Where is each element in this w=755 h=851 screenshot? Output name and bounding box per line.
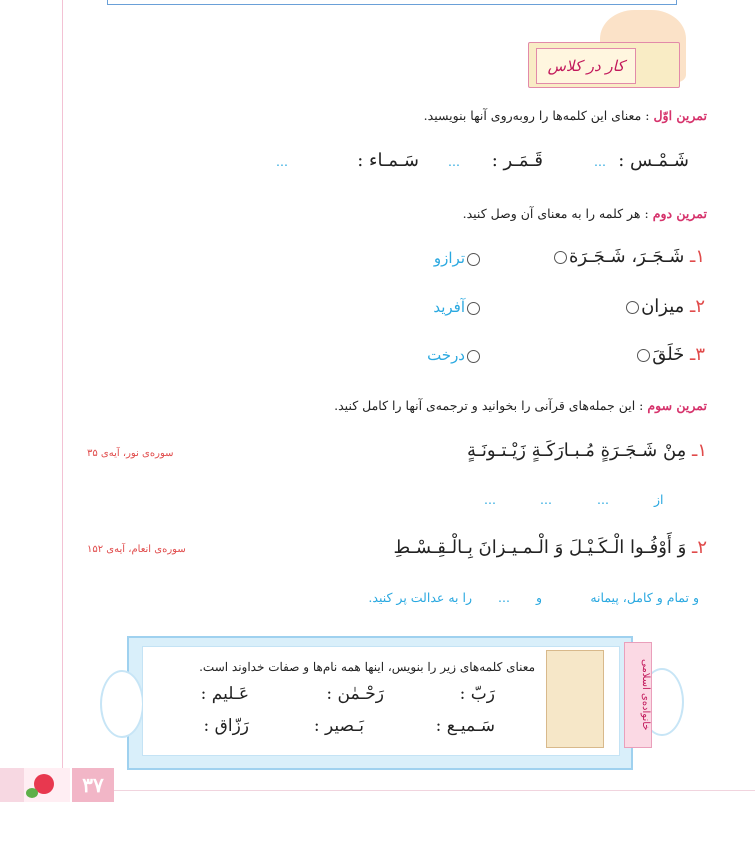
- verse-2-reference: سوره‌ی انعام، آیه‌ی ۱۵۲: [87, 544, 186, 555]
- verse-2-translation-4: را به عدالت پر کنید.: [368, 590, 472, 605]
- verse-1-number: ۱ـ: [692, 440, 707, 461]
- exercise-1-blank-1: ...: [594, 154, 606, 169]
- exercise-2-header: [463, 206, 707, 221]
- verse-2-translation-2: و: [536, 590, 543, 605]
- footer-strip: [0, 768, 24, 802]
- verse-1-translation-2: ...: [597, 492, 609, 507]
- exercise-2-row-1: [552, 246, 705, 267]
- match-circle-left-3[interactable]: [637, 349, 650, 362]
- exercise-2-row-3: [635, 344, 705, 365]
- exercise-2-row-2: [624, 296, 705, 317]
- exercise-1-header: [424, 108, 707, 123]
- page-margin-line: [62, 0, 63, 790]
- match-circle-right-3[interactable]: [467, 350, 480, 363]
- exercise-1-word-samaa: سَـمـاء :: [357, 150, 419, 171]
- verse-2: [394, 537, 707, 558]
- children-reading-illustration: [546, 650, 604, 748]
- exercise-2-option-3: [427, 346, 482, 364]
- option-2-label: آفرید: [433, 298, 465, 316]
- word-alim: عَـلیم :: [200, 684, 249, 704]
- top-frame: [107, 0, 677, 5]
- exercise-3-header: [334, 398, 707, 413]
- class-work-label: کار در کلاس: [536, 48, 636, 84]
- row-3-word: خَلَقَ: [652, 344, 685, 365]
- exercise-2-title: تمرین دوم: [652, 206, 707, 221]
- verse-2-text: وَ أَوْفُـوا الْـكَـیْـلَ وَ الْـمـیـزانَ بِـالْـقِـسْـطِ: [393, 537, 687, 558]
- word-rahman: رَحْـمٰن :: [326, 684, 384, 704]
- footer-line: [110, 790, 755, 791]
- word-basir: بَـصیر :: [313, 716, 364, 736]
- match-circle-right-2[interactable]: [467, 302, 480, 315]
- exercise-1-blank-2: ...: [448, 154, 460, 169]
- verse-2-number: ۲ـ: [692, 537, 707, 558]
- exercise-1-instruction: : معنای این کلمه‌ها را روبه‌روی آنها بنویسید.: [423, 108, 650, 123]
- exercise-2-option-1: [434, 249, 482, 267]
- page-number: ۳۷: [72, 768, 114, 802]
- exercise-2-option-2: [433, 298, 482, 316]
- exercise-2-instruction: : هر کلمه را به معنای آن وصل کنید.: [462, 206, 649, 221]
- family-box-instruction: معنای کلمه‌های زیر را بنویس، اینها همه نام‌ها و صفات خداوند است.: [199, 660, 535, 674]
- verse-2-translation-1: و تمام و کامل، پیمانه: [590, 590, 699, 605]
- row-1-number: ۱ـ: [690, 246, 705, 267]
- exercise-1-word-shams: شَـمْـس :: [618, 150, 689, 171]
- exercise-1-title: تمرین اوّل: [653, 108, 707, 123]
- row-3-number: ۳ـ: [690, 344, 705, 365]
- verse-1-reference: سوره‌ی نور، آیه‌ی ۳۵: [87, 448, 174, 459]
- verse-1-translation-4: ...: [484, 492, 496, 507]
- exercise-3-title: تمرین سوم: [647, 398, 707, 413]
- option-3-label: درخت: [427, 346, 465, 364]
- row-1-word: شَـجَـرَ، شَـجَـرَة: [568, 246, 685, 267]
- floral-oval-left: [100, 670, 144, 738]
- row-2-number: ۲ـ: [690, 296, 705, 317]
- row-2-word: میزان: [641, 296, 685, 317]
- exercise-1-blank-3: ...: [276, 154, 288, 169]
- exercise-1-word-qamar: قَـمَـر :: [491, 150, 543, 171]
- flower-decoration: [24, 768, 70, 802]
- word-sami: سَـمیـع :: [435, 716, 495, 736]
- verse-1: [467, 440, 707, 461]
- verse-2-translation-3: ...: [498, 590, 510, 605]
- verse-1-translation-1: از: [654, 492, 664, 507]
- family-box-tab: خانواده‌ی اسلامی: [624, 642, 652, 748]
- verse-1-translation-3: ...: [540, 492, 552, 507]
- word-rabb: رَبّ :: [459, 684, 495, 704]
- option-1-label: ترازو: [433, 249, 465, 267]
- match-circle-right-1[interactable]: [467, 253, 480, 266]
- exercise-3-instruction: : این جمله‌های قرآنی را بخوانید و ترجمه‌ی آنها را کامل کنید.: [334, 398, 644, 413]
- match-circle-left-1[interactable]: [554, 251, 567, 264]
- verse-1-text: مِنْ شَـجَـرَةٍ مُـبـارَكَـةٍ زَیْـتـونَـةٍ: [466, 440, 687, 461]
- word-razzaq: رَزّاق :: [203, 716, 249, 736]
- match-circle-left-2[interactable]: [626, 301, 639, 314]
